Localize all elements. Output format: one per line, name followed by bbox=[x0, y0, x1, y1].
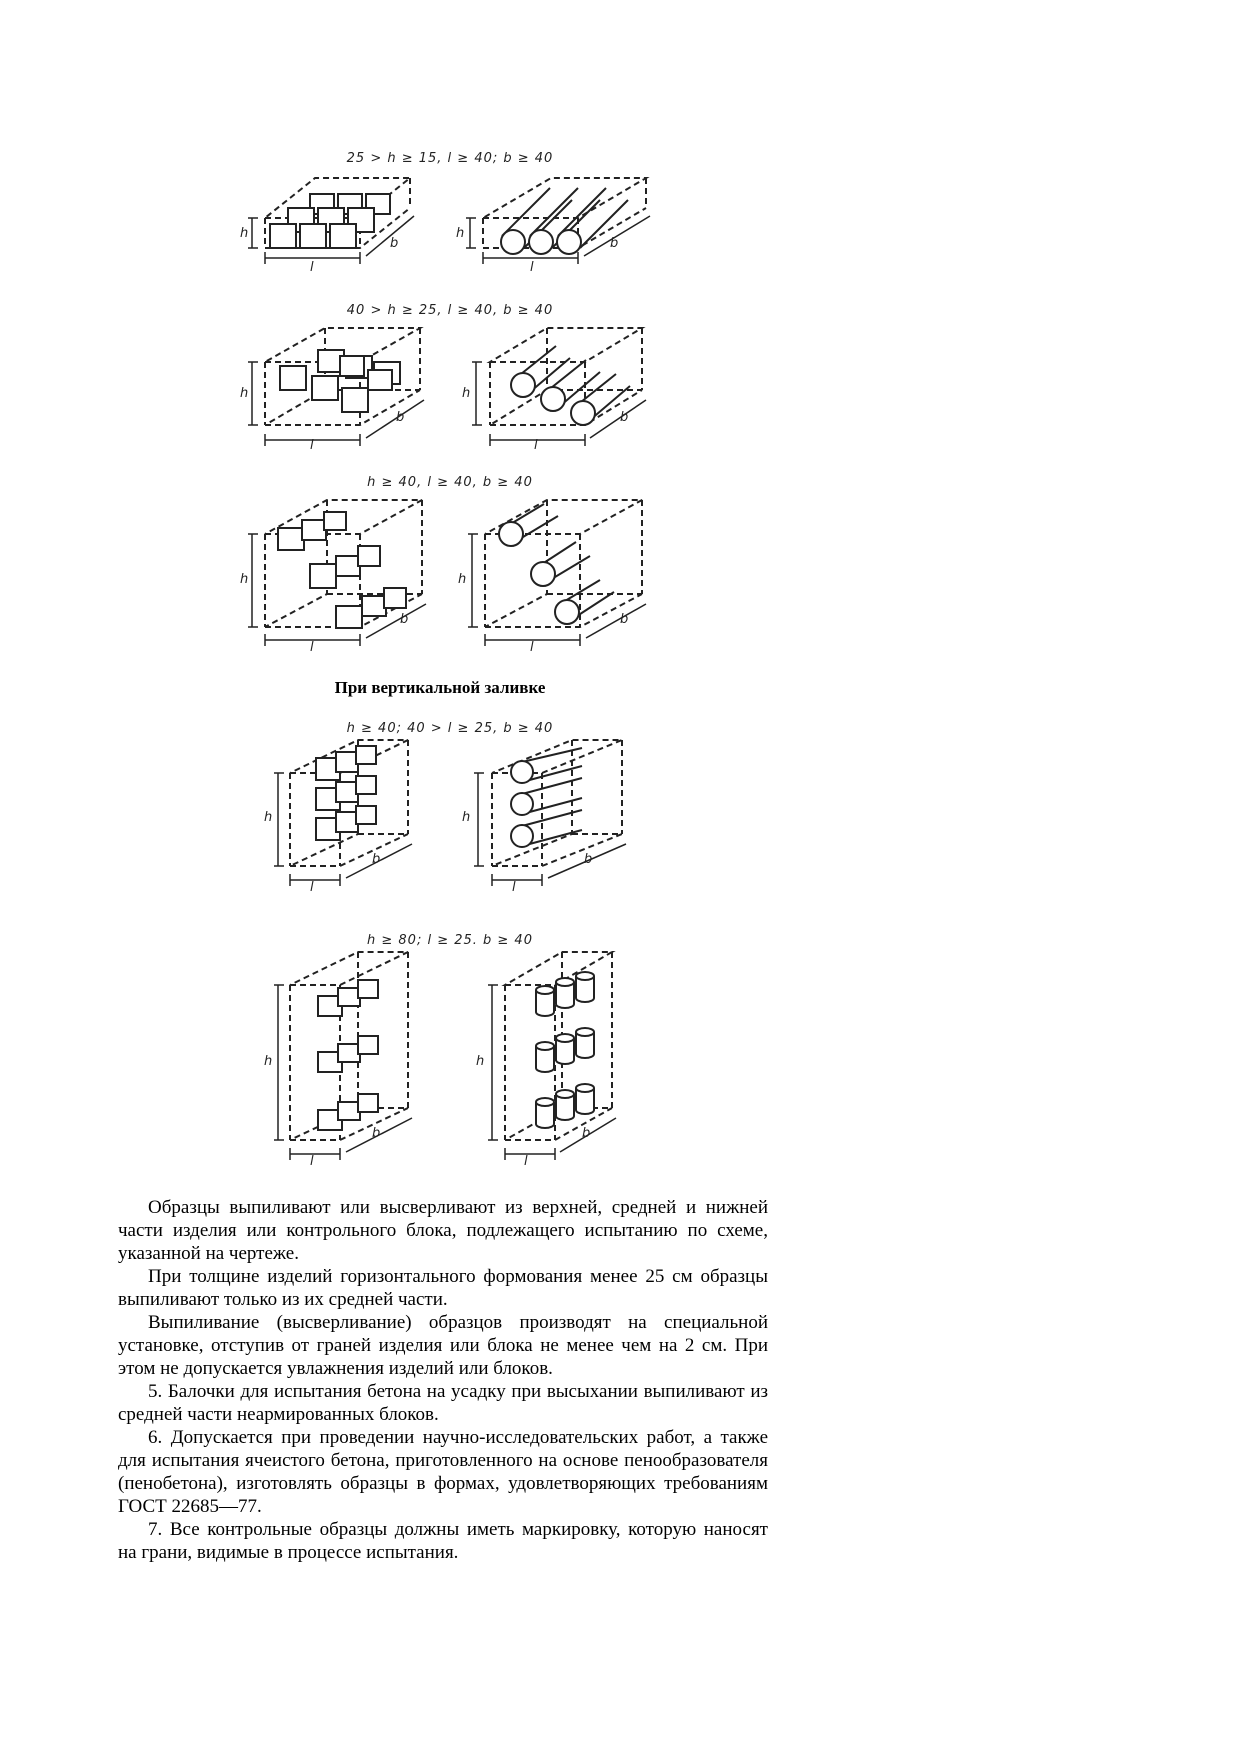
figure-group-2-drawing bbox=[240, 300, 660, 460]
dim-l-label: l bbox=[534, 438, 538, 453]
dim-l-label: l bbox=[524, 1154, 528, 1169]
dim-b-label: b bbox=[372, 852, 381, 867]
figure-group-2 bbox=[240, 300, 660, 460]
dim-b-label: b bbox=[620, 612, 629, 627]
figure-group-3-label: h ≥ 40, l ≥ 40, b ≥ 40 bbox=[367, 475, 533, 490]
dim-h-label: h bbox=[264, 1054, 273, 1069]
dim-l-label: l bbox=[310, 260, 314, 275]
dim-b-label: b bbox=[372, 1126, 381, 1141]
dim-h-label: h bbox=[476, 1054, 485, 1069]
dim-h-label: h bbox=[240, 226, 249, 241]
dim-l-label: l bbox=[530, 260, 534, 275]
dim-l-label: l bbox=[310, 880, 314, 895]
figure-group-1 bbox=[240, 148, 660, 283]
figure-group-2-label: 40 > h ≥ 25, l ≥ 40, b ≥ 40 bbox=[346, 303, 554, 318]
dim-l-label: l bbox=[310, 1154, 314, 1169]
figure-group-5 bbox=[260, 930, 640, 1175]
paragraph: 6. Допускается при проведении научно-исследовательских работ, а также для испытания ячеистого бетона, приготовленного на основе пенообразователя (пенобетона), изготовлять образцы в формах, удовлетворяющих требованиям ГОСТ 22685—77. bbox=[118, 1427, 768, 1517]
paragraph: Образцы выпиливают или высверливают из верхней, средней и нижней части изделия или контрольного блока, подлежащего испытанию по схеме, указанной на чертеже. bbox=[118, 1197, 768, 1264]
dim-l-label: l bbox=[530, 640, 534, 655]
figure-group-1-drawing bbox=[240, 148, 660, 283]
dim-l-label: l bbox=[310, 640, 314, 655]
dim-h-label: h bbox=[462, 386, 471, 401]
paragraph: 7. Все контрольные образцы должны иметь маркировку, которую наносят на грани, видимые в процессе испытания. bbox=[118, 1519, 768, 1563]
figure-group-1-label: 25 > h ≥ 15, l ≥ 40; b ≥ 40 bbox=[346, 151, 554, 166]
figure-group-3-drawing bbox=[240, 472, 660, 662]
dim-b-label: b bbox=[582, 1126, 591, 1141]
dim-h-label: h bbox=[240, 572, 249, 587]
figure-group-3 bbox=[240, 472, 660, 662]
dim-l-label: l bbox=[512, 880, 516, 895]
dim-b-label: b bbox=[396, 410, 405, 425]
dim-b-label: b bbox=[610, 236, 619, 251]
figure-group-4-drawing bbox=[260, 718, 640, 898]
body-text bbox=[118, 1196, 768, 1564]
dim-b-label: b bbox=[400, 612, 409, 627]
paragraph: 5. Балочки для испытания бетона на усадку при высыхании выпиливают из средней части неармированных блоков. bbox=[118, 1381, 768, 1425]
dim-b-label: b bbox=[390, 236, 399, 251]
dim-b-label: b bbox=[620, 410, 629, 425]
dim-h-label: h bbox=[462, 810, 471, 825]
dim-h-label: h bbox=[458, 572, 467, 587]
figure-group-4-label: h ≥ 40; 40 > l ≥ 25, b ≥ 40 bbox=[346, 721, 554, 736]
vertical-casting-caption: При вертикальной заливке bbox=[334, 678, 546, 697]
figure-group-4 bbox=[260, 718, 640, 898]
dim-h-label: h bbox=[240, 386, 249, 401]
paragraph: Выпиливание (высверливание) образцов производят на специальной установке, отступив от граней изделия или блока не менее чем на 2 см. При этом не допускается увлажнения изделий или блоков. bbox=[118, 1312, 768, 1379]
paragraph: При толщине изделий горизонтального формования менее 25 см образцы выпиливают только из их средней части. bbox=[118, 1266, 768, 1310]
dim-l-label: l bbox=[310, 438, 314, 453]
dim-h-label: h bbox=[456, 226, 465, 241]
dim-h-label: h bbox=[264, 810, 273, 825]
dim-b-label: b bbox=[584, 852, 593, 867]
figure-group-5-label: h ≥ 80; l ≥ 25. b ≥ 40 bbox=[367, 933, 533, 948]
